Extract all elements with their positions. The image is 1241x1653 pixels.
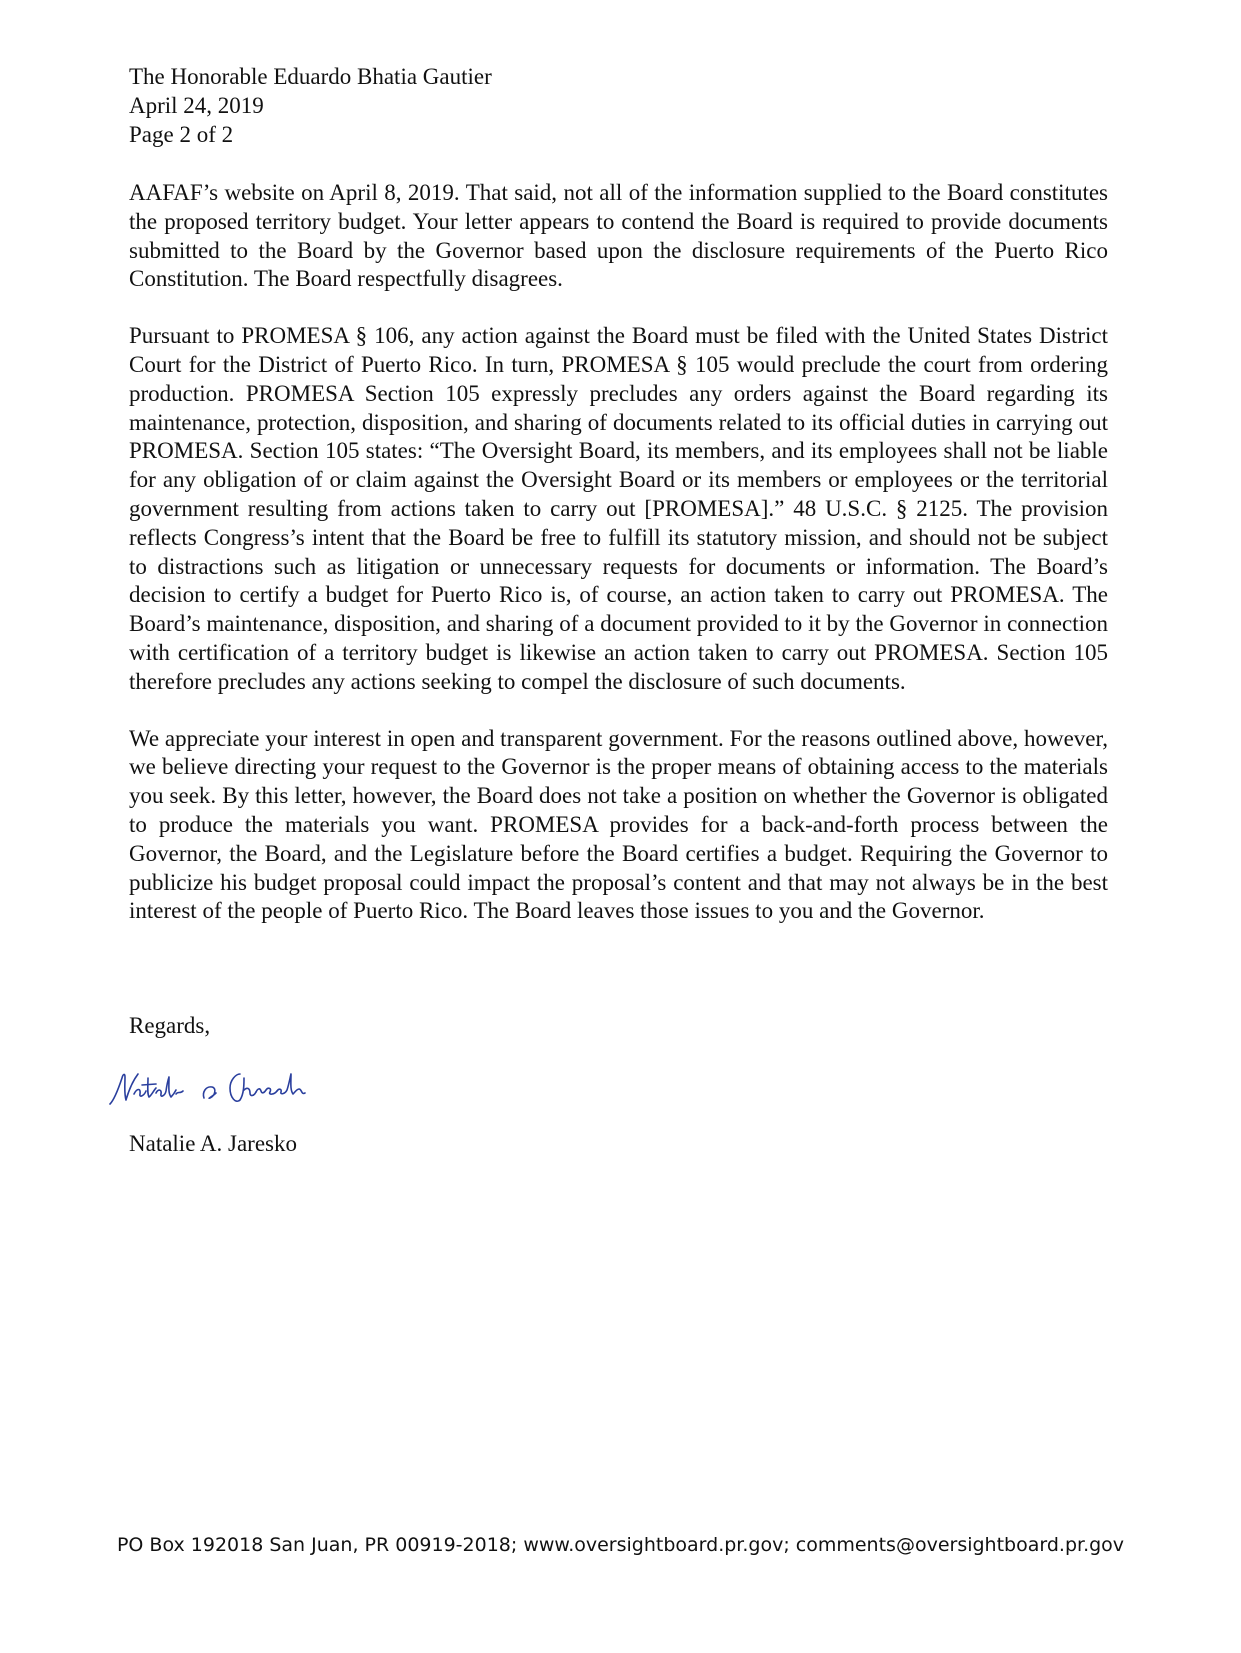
handwritten-signature bbox=[104, 1060, 334, 1120]
letter-footer: PO Box 192018 San Juan, PR 00919-2018; www.oversightboard.pr.gov; comments@oversightboard.pr.gov bbox=[116, 1534, 1125, 1556]
recipient-line: The Honorable Eduardo Bhatia Gautier bbox=[129, 64, 492, 89]
body-paragraph: We appreciate your interest in open and transparent government. For the reasons outlined above, however, we believe directing your request to the Governor is the proper means of obtaining access to the materials you seek. By this letter, however, the Board does not take a position on whether the Governor is obligated to produce the materials you want. PROMESA provides for a back-and-forth process between the Governor, the Board, and the Legislature before the Board certifies a budget. Requiring the Governor to publicize his budget proposal could impact the proposal’s content and that may not always be in the best interest of the people of Puerto Rico. The Board leaves those issues to you and the Governor. bbox=[129, 725, 1108, 924]
page-number-line: Page 2 of 2 bbox=[129, 122, 234, 147]
date-line: April 24, 2019 bbox=[129, 93, 264, 118]
letter-body bbox=[129, 179, 1108, 954]
body-paragraph: AAFAF’s website on April 8, 2019. That said, not all of the information supplied to the Board constitutes the proposed territory budget. Your letter appears to contend the Board is required to provide documents submitted to the Board by the Governor based upon the disclosure requirements of the Puerto Rico Constitution. The Board respectfully disagrees. bbox=[129, 180, 1108, 292]
closing-salutation: Regards, bbox=[129, 1013, 211, 1038]
body-paragraph: Pursuant to PROMESA § 106, any action against the Board must be filed with the United States District Court for the District of Puerto Rico. In turn, PROMESA § 105 would preclude the court from ordering production. PROMESA Section 105 expressly precludes any orders against the Board regarding its maintenance, protection, disposition, and sharing of documents related to its official duties in carrying out PROMESA. Section 105 states: “The Oversight Board, its members, and its employees shall not be liable for any obligation of or claim against the Oversight Board or its members or employees or the territorial government resulting from actions taken to carry out [PROMESA].” 48 U.S.C. § 2125. The provision reflects Congress’s intent that the Board be free to fulfill its statutory mission, and should not be subject to distractions such as litigation or unnecessary requests for documents or information. The Board’s decision to certify a budget for Puerto Rico is, of course, an action taken to carry out PROMESA. The Board’s maintenance, disposition, and sharing of a document provided to it by the Governor in connection with certification of a territory budget is likewise an action taken to carry out PROMESA. Section 105 therefore precludes any actions seeking to compel the disclosure of such documents. bbox=[129, 323, 1108, 694]
letter-header bbox=[129, 62, 492, 149]
signer-name: Natalie A. Jaresko bbox=[129, 1131, 297, 1156]
